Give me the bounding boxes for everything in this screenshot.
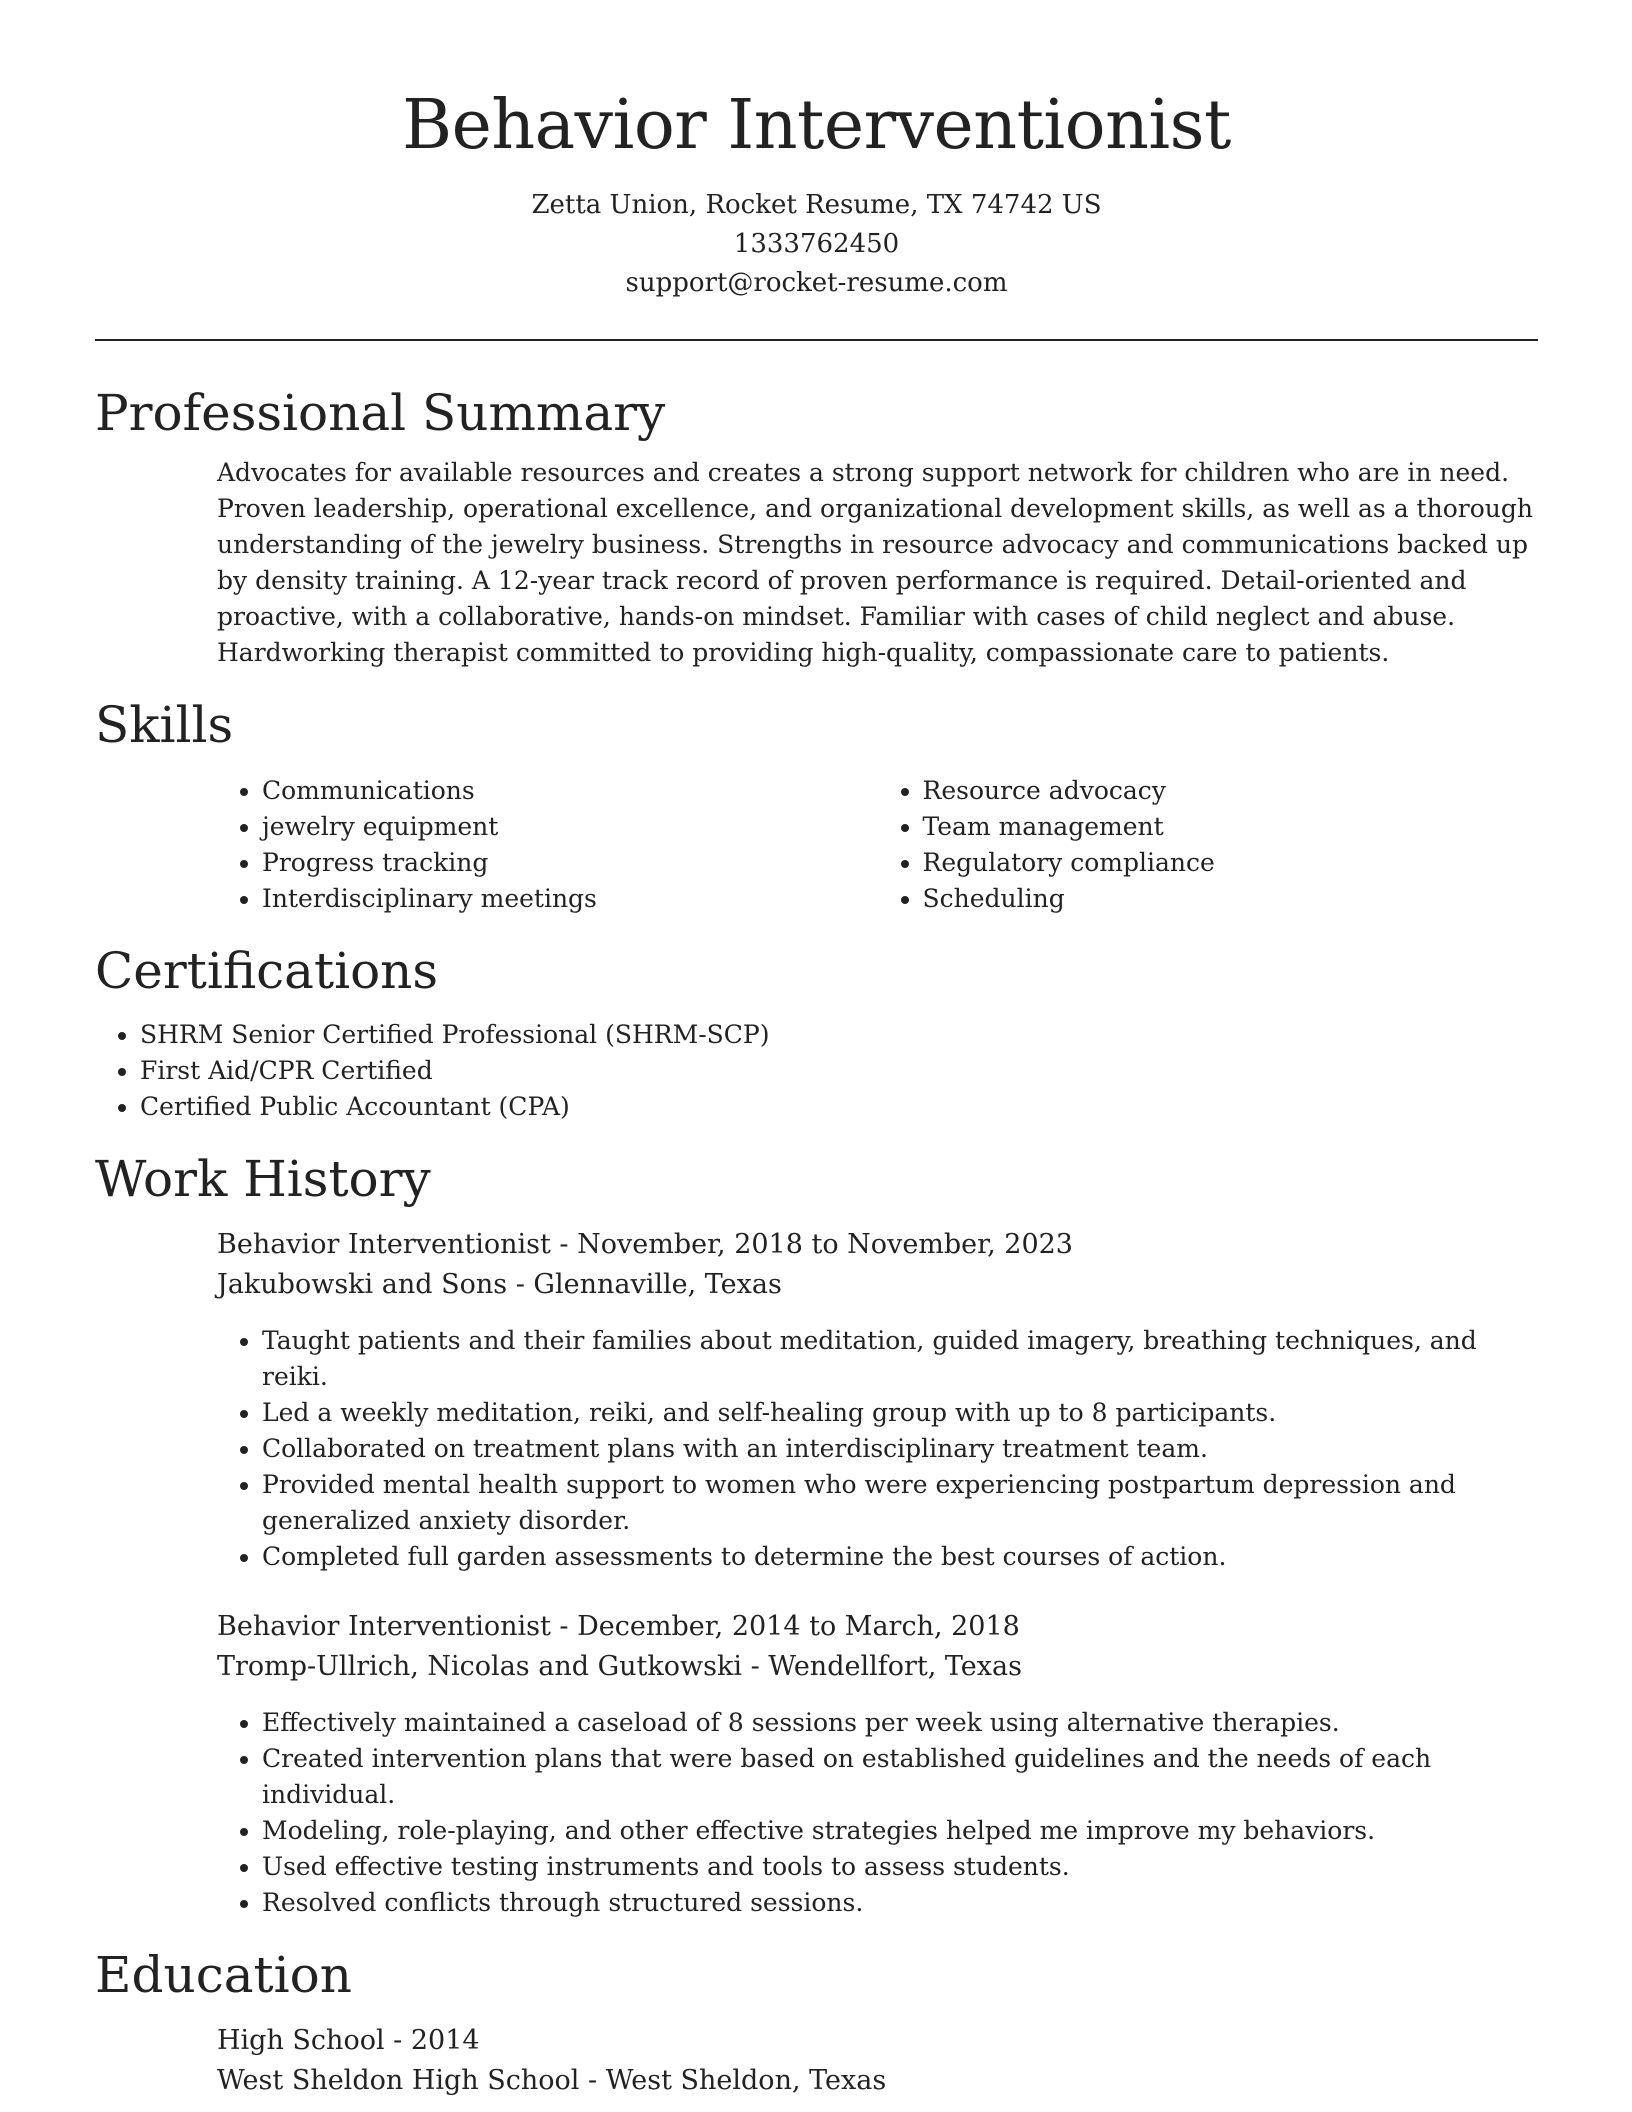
job-duty: • Modeling, role-playing, and other effective strategies helped me improve my behaviors. xyxy=(262,1813,1538,1849)
contact-phone: 1333762450 xyxy=(733,229,900,259)
contact-block xyxy=(95,186,1538,303)
education-school: West Sheldon High School xyxy=(217,2065,580,2096)
job-title-line xyxy=(217,1225,1538,1265)
education-year: - 2014 xyxy=(384,2025,480,2056)
certification-item: • Certified Public Accountant (CPA) xyxy=(140,1089,1538,1125)
skill-item: • Resource advocacy xyxy=(923,773,1539,809)
skill-item: • Scheduling xyxy=(923,881,1539,917)
skill-item: • Progress tracking xyxy=(262,845,878,881)
section-title-work-history: Work History xyxy=(95,1150,431,1208)
skill-item: • jewelry equipment xyxy=(262,809,878,845)
job-title-line xyxy=(217,1607,1538,1647)
job-duty: • Provided mental health support to women who were experiencing postpartum depression and generalized anxiety disorder. xyxy=(262,1467,1538,1539)
resume-page xyxy=(95,0,1538,2101)
education-school-line xyxy=(217,2061,1538,2101)
job-duty: • Led a weekly meditation, reiki, and self-healing group with up to 8 participants. xyxy=(262,1395,1538,1431)
header-divider xyxy=(95,339,1538,341)
summary-text: Advocates for available resources and creates a strong support network for children who are in need. Proven leadership, operational excellence, and organizational development skills, as well as a thorough understanding of the jewelry business. Strengths in resource advocacy and communications backed up by density training. A 12-year track record of proven performance is required. Detail-oriented and proactive, with a collaborative, hands-on mindset. Familiar with cases of child neglect and abuse. Hardworking therapist committed to providing high-quality, compassionate care to patients. xyxy=(217,458,1533,667)
job-dates: - December, 2014 to March, 2018 xyxy=(550,1611,1020,1642)
skills-column-right xyxy=(878,773,1539,917)
job-duty: • Resolved conflicts through structured sessions. xyxy=(262,1885,1538,1921)
job-duty: • Used effective testing instruments and tools to assess students. xyxy=(262,1849,1538,1885)
section-title-certifications: Certifications xyxy=(95,942,439,1000)
section-title-skills: Skills xyxy=(95,696,234,754)
job-entry xyxy=(217,1225,1538,1575)
certification-item: • First Aid/CPR Certified xyxy=(140,1053,1538,1089)
job-location: - Wendellfort, Texas xyxy=(741,1651,1022,1682)
skill-item: • Regulatory compliance xyxy=(923,845,1539,881)
job-company: Tromp-Ullrich, Nicolas and Gutkowski xyxy=(217,1651,742,1682)
skill-item: • Interdisciplinary meetings xyxy=(262,881,878,917)
job-duty: • Collaborated on treatment plans with an interdisciplinary treatment team. xyxy=(262,1431,1538,1467)
job-title: Behavior Interventionist xyxy=(217,1229,551,1260)
job-company-line xyxy=(217,1265,1538,1305)
resume-header xyxy=(95,0,1538,303)
job-title: Behavior Interventionist xyxy=(217,1611,551,1642)
contact-email: support@rocket-resume.com xyxy=(625,268,1008,298)
section-title-education: Education xyxy=(95,1946,352,2004)
job-duty: • Created intervention plans that were based on established guidelines and the needs of each individual. xyxy=(262,1741,1538,1813)
job-location: - Glennaville, Texas xyxy=(507,1269,782,1300)
job-duty: • Effectively maintained a caseload of 8 sessions per week using alternative therapies. xyxy=(262,1705,1538,1741)
education-location: - West Sheldon, Texas xyxy=(579,2065,887,2096)
skills-list xyxy=(217,773,1538,917)
section-title-summary: Professional Summary xyxy=(95,384,666,442)
skill-item: • Team management xyxy=(923,809,1539,845)
job-dates: - November, 2018 to November, 2023 xyxy=(550,1229,1073,1260)
job-company: Jakubowski and Sons xyxy=(217,1269,508,1300)
job-duties-list xyxy=(217,1323,1538,1575)
certification-item: • SHRM Senior Certified Professional (SHRM-SCP) xyxy=(140,1017,1538,1053)
certifications-list xyxy=(95,1017,1538,1125)
job-entry xyxy=(217,1607,1538,1921)
job-company-line xyxy=(217,1647,1538,1687)
job-duties-list xyxy=(217,1705,1538,1921)
job-duty: • Completed full garden assessments to determine the best courses of action. xyxy=(262,1539,1538,1575)
job-duty: • Taught patients and their families about meditation, guided imagery, breathing techniques, and reiki. xyxy=(262,1323,1538,1395)
contact-address: Zetta Union, Rocket Resume, TX 74742 US xyxy=(531,190,1102,220)
skills-column-left xyxy=(217,773,878,917)
resume-name: Behavior Interventionist xyxy=(402,86,1231,165)
skill-item: • Communications xyxy=(262,773,878,809)
education-entry xyxy=(217,2021,1538,2101)
education-degree-line xyxy=(217,2021,1538,2061)
education-degree: High School xyxy=(217,2025,385,2056)
